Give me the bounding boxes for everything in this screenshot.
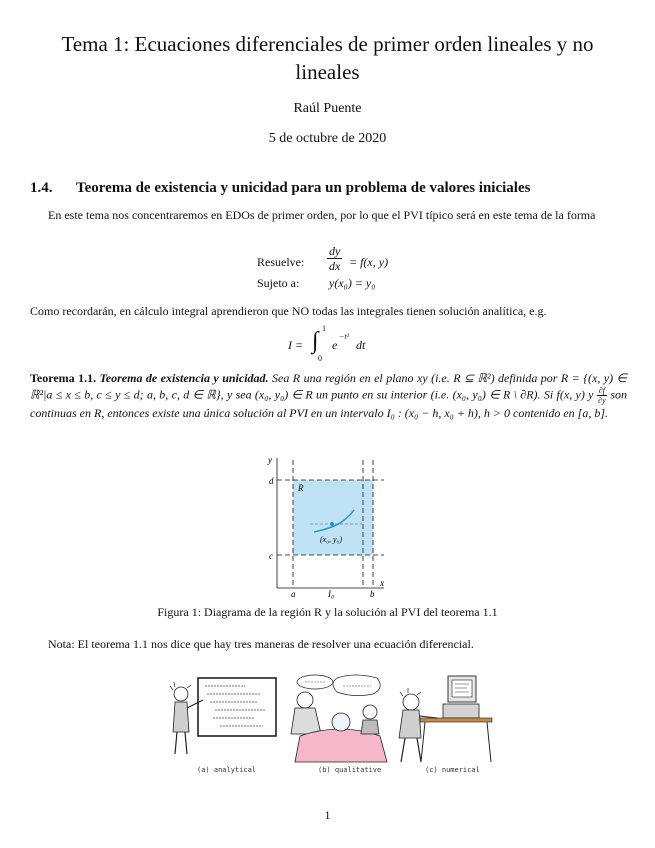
theorem-partial-den: ∂y	[598, 396, 606, 405]
subcaption-analytical: (a) analytical	[197, 766, 257, 774]
integral-equation	[288, 326, 388, 364]
label-d: d	[269, 476, 274, 486]
label-c: c	[269, 551, 273, 561]
subcaption-numerical: (c) numerical	[425, 766, 480, 774]
integral-lower: 0	[318, 354, 322, 363]
figure1-caption: Figura 1: Diagrama de la región R y la solución al PVI del teorema 1.1	[157, 605, 498, 619]
label-a: a	[291, 589, 296, 599]
axis-label-y: y	[268, 455, 272, 465]
axis-label-x: x	[380, 578, 384, 588]
section-title: Teorema de existencia y unicidad para un problema de valores iniciales	[76, 180, 531, 196]
label-region: R	[298, 483, 304, 493]
theorem-body-part2: son continuas en R, entonces existe una única solución al PVI en un intervalo I₀ : (x₀ − h, x₀ + h), h > 0 contenido en [a, b].	[30, 387, 627, 420]
numerical-illustration	[399, 676, 492, 762]
theorem-body-part1: Sea R una región en el plano xy (i.e. R ⊆ ℝ²) definida por R = {(x, y) ∈ ℝ²|a ≤ x ≤ b, c ≤ y ≤ d; a, b, c, d ∈ ℝ}, y sea (x₀, y₀) ∈ R un punto en su interior (i.e. (x₀, y₀) ∈ R \ ∂R). Si f(x, y) y	[30, 371, 628, 402]
document-title: Tema 1: Ecuaciones diferenciales de primer orden lineales y no lineales	[61, 32, 594, 84]
qualitative-illustration	[291, 675, 387, 762]
integral-exponent: −t²	[339, 332, 350, 341]
theorem-label: Teorema 1.1.	[30, 371, 97, 385]
ivp-equation	[257, 246, 457, 290]
paragraph-integrals: Como recordarán, en cálculo integral aprendieron que NO todas las integrales tienen solución analítica, e.g.	[30, 304, 547, 318]
page-number: 1	[324, 808, 331, 822]
section-heading	[30, 180, 530, 197]
initial-point	[330, 522, 334, 526]
theorem-partial	[597, 386, 607, 405]
ivp-derivative	[327, 244, 342, 273]
theorem-partial-num: ∂f	[598, 386, 605, 395]
analytical-illustration	[170, 678, 276, 754]
subcaption-qualitative: (b) qualitative	[318, 766, 382, 774]
ivp-solve-label: Resuelve:	[257, 255, 305, 269]
figure-three-methods	[165, 672, 495, 764]
integral-differential: dt	[356, 338, 366, 352]
ivp-derivative-num: dy	[329, 244, 341, 258]
theorem-name: Teorema de existencia y unicidad.	[99, 371, 269, 385]
ivp-condition: y(x₀) = y₀	[329, 276, 376, 290]
integral-sign: ∫	[312, 328, 319, 354]
section-number: 1.4.	[30, 180, 53, 196]
date: 5 de octubre de 2020	[268, 131, 387, 146]
note: Nota: El teorema 1.1 nos dice que hay tres maneras de resolver una ecuación diferencial.	[48, 637, 474, 651]
integral-lhs: I =	[288, 338, 304, 352]
paragraph-intro: En este tema nos concentraremos en EDOs de primer orden, por lo que el PVI típico será en este tema de la forma	[48, 208, 596, 222]
ivp-rhs: = f(x, y)	[349, 255, 389, 269]
theorem-block	[30, 370, 627, 421]
integral-upper: 1	[322, 324, 326, 333]
label-point: (x₀, y₀)	[320, 535, 342, 544]
author: Raúl Puente	[293, 101, 362, 116]
label-i0: I₀	[328, 589, 335, 599]
figure-region-diagram	[262, 450, 392, 600]
integral-integrand: e	[332, 338, 338, 352]
ivp-subject-label: Sujeto a:	[257, 276, 300, 290]
label-b: b	[370, 589, 375, 599]
ivp-derivative-den: dx	[329, 259, 341, 273]
